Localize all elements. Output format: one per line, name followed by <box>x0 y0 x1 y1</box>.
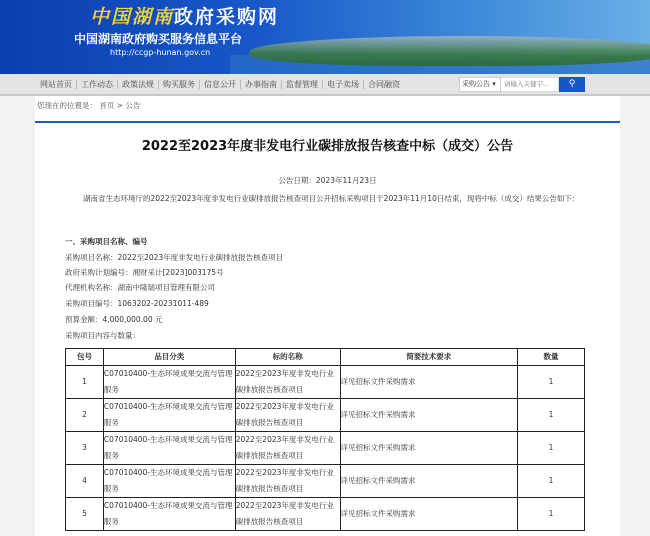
table-row <box>66 432 585 465</box>
article-container <box>35 96 620 536</box>
site-url: http://ccgp-hunan.gov.cn <box>110 48 211 57</box>
cell-subject: 2022至2023年度非发电行业碳排放报告核查项目 <box>235 498 340 531</box>
col-header-package: 包号 <box>66 349 104 366</box>
cell-package: 3 <box>66 432 104 465</box>
nav-item-policy[interactable]: 政策法规 <box>118 80 159 89</box>
nav-item-guide[interactable]: 办事指南 <box>241 80 282 89</box>
project-name: 采购项目名称：2022至2023年度非发电行业碳排放报告核查项目 <box>65 253 284 262</box>
nav-item-finance[interactable]: 合同融资 <box>368 79 400 89</box>
cell-requirements: 详见招标文件采购需求 <box>340 498 518 531</box>
nav-item-supervision[interactable]: 监督管理 <box>282 80 323 89</box>
table-row <box>66 366 585 399</box>
col-header-subject: 标的名称 <box>235 349 340 366</box>
nav-item-news[interactable]: 工作动态 <box>77 80 118 89</box>
section-heading: 一、采购项目名称、编号 <box>65 237 148 246</box>
cell-category: C07010400-生态环境成果交流与管理服务 <box>103 399 235 432</box>
plan-number: 政府采购计划编号：湘财采计[2023]003175号 <box>65 268 224 277</box>
table-row <box>66 399 585 432</box>
breadcrumb-separator: > <box>116 101 124 110</box>
search-icon: ⚲ <box>568 79 576 89</box>
site-subtitle: 中国湖南政府购买服务信息平台 <box>74 32 243 46</box>
cell-package: 4 <box>66 465 104 498</box>
logo-title: 政府采购网 <box>174 6 280 28</box>
banner-city-image <box>245 36 650 66</box>
cell-category: C07010400-生态环境成果交流与管理服务 <box>103 498 235 531</box>
cell-category: C07010400-生态环境成果交流与管理服务 <box>103 432 235 465</box>
cell-subject: 2022至2023年度非发电行业碳排放报告核查项目 <box>235 465 340 498</box>
search-bar <box>459 77 585 92</box>
cell-requirements: 详见招标文件采购需求 <box>340 432 518 465</box>
col-header-requirements: 简要技术要求 <box>340 349 518 366</box>
items-table <box>65 348 585 531</box>
cell-requirements: 详见招标文件采购需求 <box>340 465 518 498</box>
search-button[interactable] <box>559 77 585 92</box>
col-header-quantity: 数量 <box>518 349 585 366</box>
cell-subject: 2022至2023年度非发电行业碳排放报告核查项目 <box>235 366 340 399</box>
breadcrumb-home-link[interactable]: 首页 <box>99 101 115 110</box>
page-title: 2022至2023年度非发电行业碳排放报告核查中标（成交）公告 <box>141 139 514 154</box>
main-nav <box>0 74 650 96</box>
nav-item-services[interactable]: 购买服务 <box>159 80 200 89</box>
table-header-row <box>66 349 585 366</box>
cell-subject: 2022至2023年度非发电行业碳排放报告核查项目 <box>235 432 340 465</box>
intro-paragraph: 湖南省生态环境厅的2022至2023年度非发电行业碳排放报告核查项目公开招标采购项目于2023年11月10日结束，现将中标（成交）结果公告如下： <box>83 194 580 203</box>
cell-package: 1 <box>66 366 104 399</box>
table-row <box>66 498 585 531</box>
nav-item-emall[interactable]: 电子卖场 <box>323 80 364 89</box>
col-header-category: 品目分类 <box>103 349 235 366</box>
project-number: 采购项目编号：1063202-20231011-489 <box>65 299 209 308</box>
site-logo[interactable] <box>90 2 279 29</box>
cell-package: 2 <box>66 399 104 432</box>
content-quantity-label: 采购项目内容与数量： <box>65 331 140 340</box>
budget-amount: 预算金额：4,000,000.00 元 <box>65 315 163 324</box>
logo-calligraphy: 中国湖南 <box>90 6 175 28</box>
cell-requirements: 详见招标文件采购需求 <box>340 366 518 399</box>
cell-quantity: 1 <box>518 432 585 465</box>
nav-item-disclosure[interactable]: 信息公开 <box>200 80 241 89</box>
cell-category: C07010400-生态环境成果交流与管理服务 <box>103 366 235 399</box>
cell-quantity: 1 <box>518 399 585 432</box>
publish-date: 公告日期：2023年11月23日 <box>278 176 377 185</box>
breadcrumb <box>35 96 620 123</box>
cell-category: C07010400-生态环境成果交流与管理服务 <box>103 465 235 498</box>
agency-name: 代理机构名称：湖南中隆瑞项目管理有限公司 <box>65 283 215 292</box>
cell-quantity: 1 <box>518 498 585 531</box>
breadcrumb-current[interactable]: 公告 <box>125 101 141 110</box>
breadcrumb-label: 您现在的位置是： <box>37 101 97 110</box>
cell-quantity: 1 <box>518 366 585 399</box>
cell-subject: 2022至2023年度非发电行业碳排放报告核查项目 <box>235 399 340 432</box>
search-category-select[interactable]: 采购公告 ▾ <box>459 77 501 92</box>
site-banner <box>0 0 650 74</box>
nav-item-home[interactable]: 网站首页 <box>36 80 77 89</box>
cell-requirements: 详见招标文件采购需求 <box>340 399 518 432</box>
cell-quantity: 1 <box>518 465 585 498</box>
cell-package: 5 <box>66 498 104 531</box>
table-row <box>66 465 585 498</box>
search-input[interactable] <box>501 77 559 92</box>
